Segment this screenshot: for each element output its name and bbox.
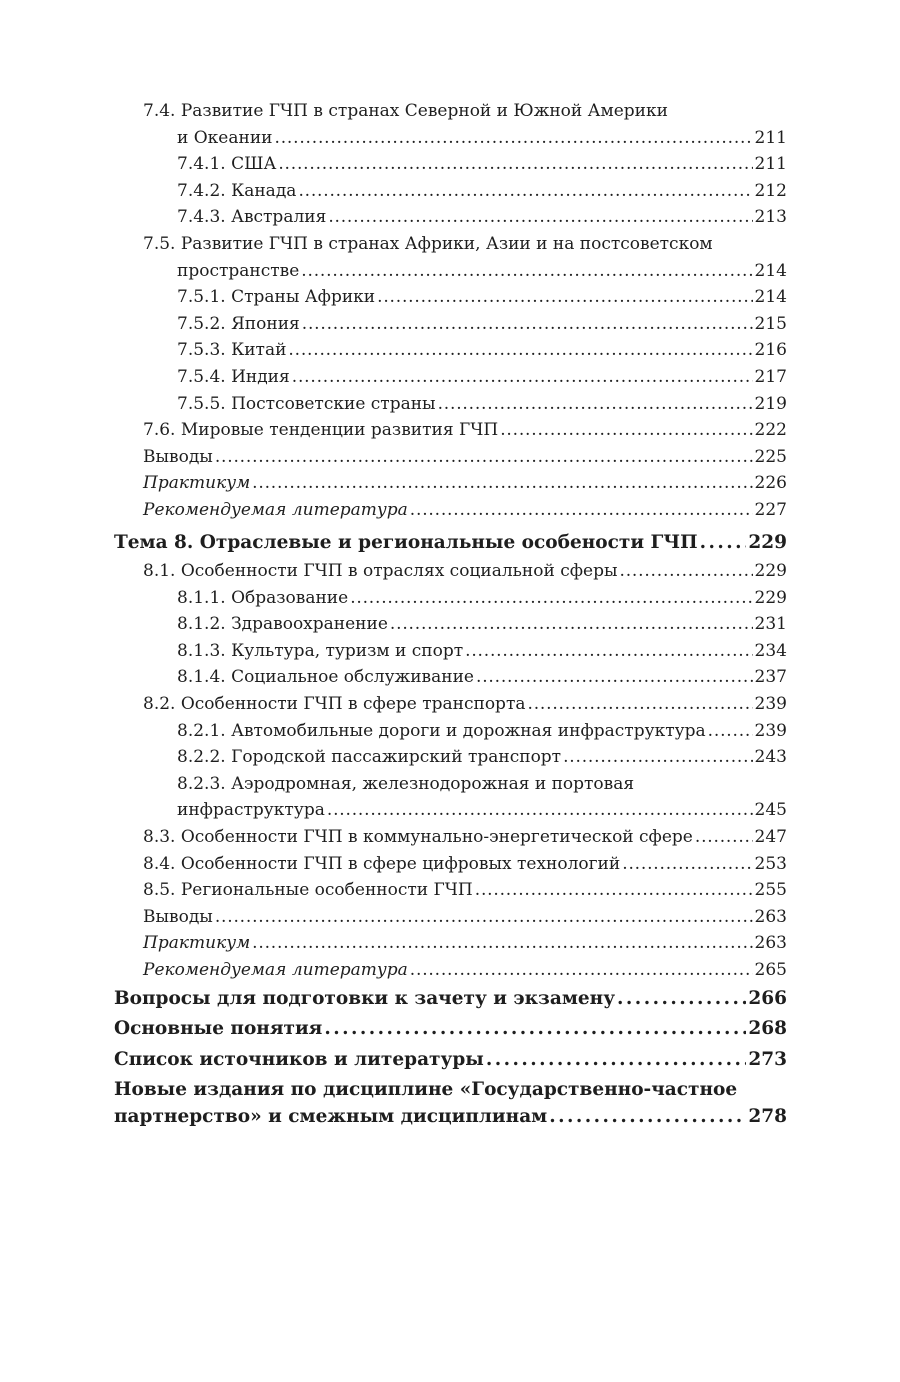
leader-dots <box>298 178 752 205</box>
toc-entry-8-2[interactable] <box>114 691 787 718</box>
toc-entry-title: 8.1.4. Социальное обслуживание <box>177 667 474 688</box>
toc-questions[interactable] <box>114 984 787 1015</box>
toc-page-number: 245 <box>754 800 787 821</box>
toc-page-number: 214 <box>754 260 787 281</box>
leader-dots <box>700 528 747 559</box>
toc-page-number: 229 <box>748 531 787 553</box>
leader-dots <box>278 151 752 178</box>
toc-entry-7-6[interactable] <box>114 417 787 444</box>
toc-entry-8-2-3-title: 8.2.3. Аэродромная, железнодорожная и портовая <box>177 773 635 794</box>
leader-dots <box>476 664 753 691</box>
toc-entry-title: 7.5.4. Индия <box>177 366 290 387</box>
toc-entry-8-practicum[interactable] <box>114 930 787 957</box>
toc-page-number: 266 <box>748 987 787 1009</box>
toc-page-number: 263 <box>754 933 787 954</box>
toc-entry-title: 7.5.5. Постсоветские страны <box>177 393 436 414</box>
leader-dots <box>252 470 752 497</box>
toc-entry-title: Практикум <box>143 933 251 954</box>
toc-entry-title: Основные понятия <box>114 1018 323 1039</box>
toc-entry-7-practicum[interactable] <box>114 470 787 497</box>
toc-entry-8-5[interactable] <box>114 877 787 904</box>
toc-topic-8[interactable] <box>114 528 787 559</box>
toc-entry-title: Выводы <box>143 446 213 467</box>
toc-page-number: 253 <box>754 853 787 874</box>
toc-page-number: 247 <box>754 826 787 847</box>
toc-entry-title: Вопросы для подготовки к зачету и экзамену <box>114 987 616 1009</box>
leader-dots <box>486 1045 747 1076</box>
toc-entry-8-1-4[interactable] <box>114 664 787 691</box>
toc-concepts[interactable] <box>114 1014 787 1045</box>
toc-entry-8-2-2[interactable] <box>114 744 787 771</box>
toc-page-number: 211 <box>754 154 787 175</box>
toc-entry-7-5-3[interactable] <box>114 337 787 364</box>
toc-page-number: 212 <box>754 180 787 201</box>
leader-dots <box>475 877 753 904</box>
toc-entry-title: 7.4.2. Канада <box>177 180 297 201</box>
toc-entry-7-conclusions[interactable] <box>114 444 787 471</box>
toc-page-number: 278 <box>748 1105 787 1127</box>
toc-entry-title: 8.1.1. Образование <box>177 587 349 608</box>
toc-entry-title: Список источников и литературы <box>114 1048 484 1070</box>
leader-dots <box>549 1102 746 1133</box>
toc-entry-title: 8.3. Особенности ГЧП в коммунально-энергетической сфере <box>143 826 693 847</box>
toc-sources[interactable] <box>114 1045 787 1076</box>
toc-entry-title: 7.4.3. Австралия <box>177 207 327 228</box>
toc-entry-title: и Океании <box>177 127 273 148</box>
toc-page-number: 255 <box>754 880 787 901</box>
leader-dots <box>327 797 753 824</box>
toc-page-number: 268 <box>748 1018 787 1039</box>
toc-entry-7-4-3[interactable] <box>114 204 787 231</box>
toc-page-number: 234 <box>754 640 787 661</box>
toc-entry-7-literature[interactable] <box>114 497 787 524</box>
leader-dots <box>377 284 752 311</box>
toc-page-number: 225 <box>754 446 787 467</box>
leader-dots <box>500 417 752 444</box>
toc-page-number: 229 <box>754 587 787 608</box>
toc-entry-title: 7.5.1. Страны Африки <box>177 287 376 308</box>
leader-dots <box>438 391 753 418</box>
toc-entry-title: 7.5.3. Китай <box>177 340 287 361</box>
toc-entry-7-5-title: 7.5. Развитие ГЧП в странах Африки, Азии и на постсоветском <box>143 233 713 254</box>
toc-page-number: 215 <box>754 313 787 334</box>
leader-dots <box>215 444 753 471</box>
leader-dots <box>563 744 752 771</box>
toc-page-number: 217 <box>754 366 787 387</box>
toc-entry-title: Выводы <box>143 906 213 927</box>
leader-dots <box>328 204 752 231</box>
table-of-contents <box>114 98 787 1132</box>
toc-page-number: 231 <box>754 614 787 635</box>
toc-entry-title: 8.2. Особенности ГЧП в сфере транспорта <box>143 693 526 714</box>
toc-entry-7-4-1[interactable] <box>114 151 787 178</box>
toc-entry-7-5-1[interactable] <box>114 284 787 311</box>
toc-page-number: 226 <box>754 473 787 494</box>
toc-entry-7-4[interactable] <box>114 125 787 152</box>
toc-entry-8-1[interactable] <box>114 558 787 585</box>
toc-entry-8-2-3[interactable] <box>114 797 787 824</box>
toc-page-number: 273 <box>748 1048 787 1070</box>
toc-entry-8-conclusions[interactable] <box>114 904 787 931</box>
toc-page-number: 239 <box>754 693 787 714</box>
leader-dots <box>274 125 752 152</box>
toc-page-number: 263 <box>754 906 787 927</box>
toc-entry-8-2-1[interactable] <box>114 718 787 745</box>
leader-dots <box>301 258 752 285</box>
leader-dots <box>465 638 752 665</box>
toc-entry-title: инфраструктура <box>177 800 325 821</box>
toc-page-number: 265 <box>754 959 787 980</box>
toc-entry-title: Рекомендуемая литература <box>143 959 408 980</box>
toc-entry-title: 7.6. Мировые тенденции развития ГЧП <box>143 420 499 441</box>
leader-dots <box>708 718 753 745</box>
toc-entry-title: 8.4. Особенности ГЧП в сфере цифровых технологий <box>143 853 621 874</box>
toc-page-number: 222 <box>754 420 787 441</box>
toc-page-number: 237 <box>754 667 787 688</box>
toc-entry-title: Практикум <box>143 473 251 494</box>
leader-dots <box>410 497 753 524</box>
leader-dots <box>350 585 752 612</box>
toc-entry-title: 8.2.1. Автомобильные дороги и дорожная инфраструктура <box>177 720 706 741</box>
toc-entry-title: Тема 8. Отраслевые и региональные особености ГЧП <box>114 531 698 553</box>
toc-entry-7-5-2[interactable] <box>114 311 787 338</box>
leader-dots <box>410 957 753 984</box>
leader-dots <box>695 824 753 851</box>
leader-dots <box>288 337 752 364</box>
leader-dots <box>324 1014 746 1045</box>
leader-dots <box>252 930 752 957</box>
leader-dots <box>527 691 752 718</box>
leader-dots <box>215 904 753 931</box>
toc-entry-title: 8.1.2. Здравоохранение <box>177 614 388 635</box>
toc-entry-7-5[interactable] <box>114 258 787 285</box>
toc-page-number: 229 <box>754 561 787 581</box>
toc-page-number: 214 <box>754 287 787 308</box>
toc-entry-8-4[interactable] <box>114 851 787 878</box>
toc-entry-title: 7.4.1. США <box>177 154 277 175</box>
leader-dots <box>617 984 746 1015</box>
toc-new-editions[interactable] <box>114 1102 787 1133</box>
leader-dots <box>302 311 753 338</box>
toc-entry-title: пространстве <box>177 260 300 281</box>
leader-dots <box>622 851 752 878</box>
toc-entry-title: партнерство» и смежным дисциплинам <box>114 1105 548 1127</box>
toc-page-number: 243 <box>754 747 787 768</box>
toc-page-number: 216 <box>754 340 787 361</box>
toc-entry-title: 8.5. Региональные особенности ГЧП <box>143 880 473 901</box>
leader-dots <box>292 364 753 391</box>
toc-page-number: 227 <box>754 499 787 520</box>
toc-entry-8-literature[interactable] <box>114 957 787 984</box>
toc-page-number: 213 <box>754 207 787 228</box>
toc-new-editions-title: Новые издания по дисциплине «Государственно-частное <box>114 1079 738 1100</box>
toc-entry-7-5-5[interactable] <box>114 391 787 418</box>
toc-entry-8-1-2[interactable] <box>114 611 787 638</box>
toc-page-number: 219 <box>754 393 787 414</box>
toc-entry-title: 8.1.3. Культура, туризм и спорт <box>177 640 464 661</box>
toc-page-number: 211 <box>754 127 787 148</box>
toc-entry-7-4-2[interactable] <box>114 178 787 205</box>
toc-entry-title: Рекомендуемая литература <box>143 499 408 520</box>
toc-entry-title: 8.2.2. Городской пассажирский транспорт <box>177 747 562 768</box>
toc-entry-8-1-1[interactable] <box>114 585 787 612</box>
toc-entry-8-3[interactable] <box>114 824 787 851</box>
leader-dots <box>390 611 753 638</box>
toc-entry-7-5-4[interactable] <box>114 364 787 391</box>
toc-entry-title: 8.1. Особенности ГЧП в отраслях социальной сферы <box>143 561 618 581</box>
toc-entry-title: 7.5.2. Япония <box>177 313 300 334</box>
toc-page-number: 239 <box>754 720 787 741</box>
leader-dots <box>620 558 753 585</box>
toc-entry-7-4-title: 7.4. Развитие ГЧП в странах Северной и Южной Америки <box>143 101 668 121</box>
toc-entry-8-1-3[interactable] <box>114 638 787 665</box>
